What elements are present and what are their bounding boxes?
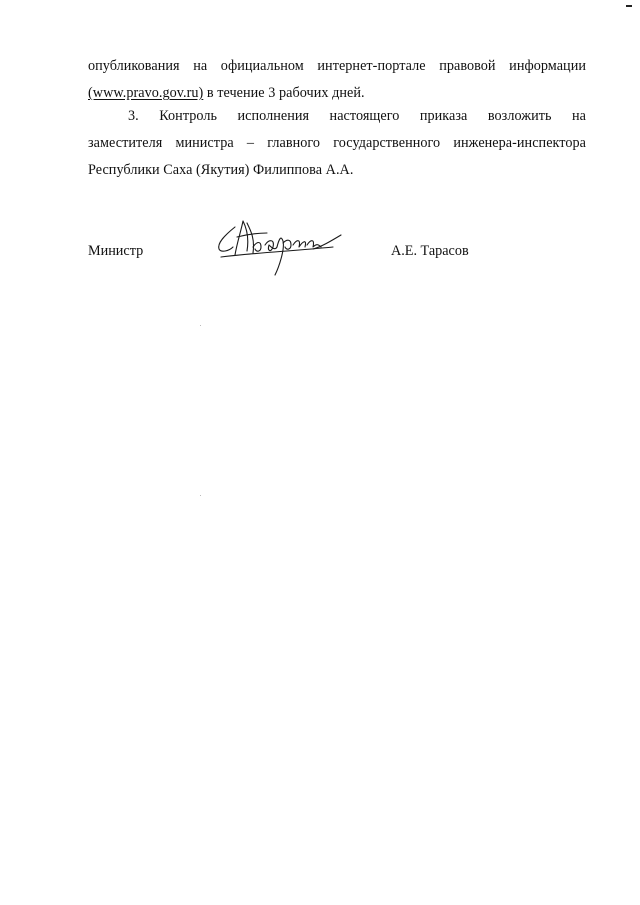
paragraph-3-line-1: 3. Контроль исполнения настоящего приказа возложить на <box>128 108 586 124</box>
paragraph-continuation-line-1: опубликования на официальном интернет-портале правовой информации <box>88 58 586 74</box>
paragraph-3-line-3: Республики Саха (Якутия) Филиппова А.А. <box>88 162 354 178</box>
pravo-link[interactable]: (www.pravo.gov.ru) <box>88 85 204 101</box>
scan-speck <box>200 495 201 496</box>
signatory-name: А.Е. Тарасов <box>391 243 469 259</box>
handwritten-signature <box>213 217 343 279</box>
paragraph-3-line-2: заместителя министра – главного государственного инженера-инспектора <box>88 135 586 151</box>
scan-speck <box>200 325 201 326</box>
paragraph-continuation-line-2-rest: в течение 3 рабочих дней. <box>203 85 365 101</box>
signature-block <box>88 239 586 299</box>
scan-corner-mark <box>626 5 632 7</box>
paragraph-continuation <box>88 53 586 107</box>
paragraph-3 <box>88 103 586 184</box>
signatory-title: Министр <box>88 243 144 259</box>
